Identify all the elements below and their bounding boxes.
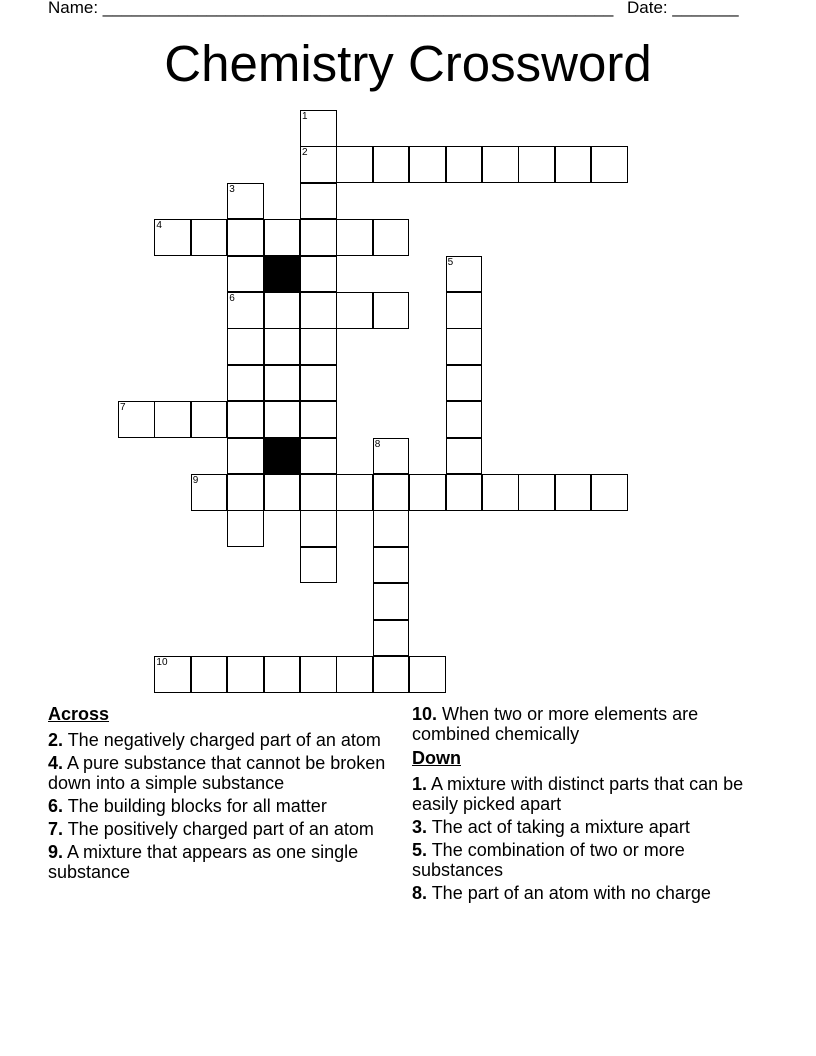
grid-cell[interactable]	[300, 328, 337, 365]
grid-cell[interactable]	[482, 474, 519, 511]
grid-cell[interactable]	[336, 146, 373, 183]
grid-cell[interactable]	[191, 219, 228, 256]
clues-column-right	[412, 704, 772, 906]
page-title: Chemistry Crossword	[164, 35, 652, 92]
grid-cell[interactable]	[446, 328, 483, 365]
grid-cell[interactable]	[336, 656, 373, 693]
grid-cell[interactable]	[373, 510, 410, 547]
grid-cell[interactable]	[227, 656, 264, 693]
grid-cell[interactable]	[191, 401, 228, 438]
down-clue: 3. The act of taking a mixture apart	[412, 817, 690, 837]
grid-cell[interactable]	[591, 474, 628, 511]
across-clue: 4. A pure substance that cannot be broken down into a simple substance	[48, 753, 386, 793]
clue-number: 7	[120, 402, 126, 414]
grid-cell[interactable]	[264, 474, 301, 511]
clues-column-left	[48, 704, 400, 885]
date-field: Date: _______	[627, 0, 739, 17]
grid-cell[interactable]	[446, 438, 483, 475]
grid-cell[interactable]	[373, 620, 410, 657]
clue-number: 6	[229, 293, 235, 304]
grid-cell[interactable]	[518, 474, 555, 511]
grid-cell[interactable]	[300, 219, 337, 256]
down-clue: 1. A mixture with distinct parts that can be easily picked apart	[412, 774, 744, 814]
clue-number: 9	[192, 475, 199, 486]
grid-cell[interactable]	[409, 474, 446, 511]
grid-cell[interactable]	[227, 292, 264, 329]
clue-number: 8	[374, 438, 381, 450]
name-field: Name: ______________________________________________________	[48, 0, 614, 17]
grid-cell[interactable]	[336, 474, 373, 511]
grid-cell[interactable]	[227, 510, 264, 547]
clue-number: 5	[447, 256, 454, 268]
grid-cell[interactable]	[373, 292, 410, 329]
grid-cell[interactable]	[227, 438, 264, 475]
grid-cell[interactable]	[446, 474, 483, 511]
grid-cell[interactable]	[300, 146, 337, 183]
grid-cell[interactable]	[191, 656, 228, 693]
clue-number: 3	[229, 183, 235, 195]
grid-cell[interactable]	[409, 146, 446, 183]
grid-block	[264, 438, 301, 475]
grid-cell[interactable]	[482, 146, 519, 183]
grid-cell[interactable]	[373, 583, 410, 620]
grid-cell[interactable]	[300, 438, 337, 475]
grid-cell[interactable]	[154, 656, 191, 693]
grid-cell[interactable]	[373, 219, 410, 256]
grid-block	[264, 256, 301, 293]
grid-cell[interactable]	[300, 292, 337, 329]
clue-number: 4	[156, 220, 162, 232]
grid-cell[interactable]	[227, 474, 264, 511]
grid-cell[interactable]	[446, 401, 483, 438]
grid-cell[interactable]	[300, 365, 337, 402]
across-clue: 7. The positively charged part of an atom	[48, 819, 374, 839]
grid-cell[interactable]	[264, 656, 301, 693]
across-clue: 10. When two or more elements are combined chemically	[412, 704, 699, 744]
grid-cell[interactable]	[227, 183, 264, 220]
grid-cell[interactable]	[227, 256, 264, 293]
grid-cell[interactable]	[518, 146, 555, 183]
grid-cell[interactable]	[555, 146, 592, 183]
down-heading: Down	[412, 748, 461, 768]
grid-cell[interactable]	[154, 401, 191, 438]
grid-cell[interactable]	[373, 438, 410, 475]
grid-cell[interactable]	[191, 474, 228, 511]
grid-cell[interactable]	[446, 256, 483, 293]
grid-cell[interactable]	[446, 365, 483, 402]
grid-cell[interactable]	[227, 365, 264, 402]
grid-cell[interactable]	[300, 110, 337, 147]
grid-cell[interactable]	[373, 547, 410, 584]
grid-cell[interactable]	[409, 656, 446, 693]
down-clue: 8. The part of an atom with no charge	[412, 883, 711, 903]
grid-cell[interactable]	[336, 219, 373, 256]
grid-cell[interactable]	[264, 365, 301, 402]
across-clue: 2. The negatively charged part of an atom	[48, 730, 381, 750]
grid-cell[interactable]	[555, 474, 592, 511]
grid-cell[interactable]	[300, 401, 337, 438]
across-clue: 9. A mixture that appears as one single substance	[48, 842, 359, 882]
grid-cell[interactable]	[336, 292, 373, 329]
grid-cell[interactable]	[300, 510, 337, 547]
grid-cell[interactable]	[300, 474, 337, 511]
grid-cell[interactable]	[373, 656, 410, 693]
grid-cell[interactable]	[373, 146, 410, 183]
clue-number: 1	[302, 111, 308, 122]
clue-number: 2	[302, 147, 308, 159]
grid-cell[interactable]	[264, 401, 301, 438]
grid-cell[interactable]	[227, 328, 264, 365]
grid-cell[interactable]	[264, 328, 301, 365]
clue-number: 10	[156, 657, 168, 668]
down-clue: 5. The combination of two or more substances	[412, 840, 685, 880]
grid-cell[interactable]	[154, 219, 191, 256]
grid-cell[interactable]	[227, 219, 264, 256]
grid-cell[interactable]	[300, 547, 337, 584]
across-heading: Across	[48, 704, 110, 724]
grid-cell[interactable]	[446, 146, 483, 183]
grid-cell[interactable]	[118, 401, 155, 438]
grid-cell[interactable]	[300, 256, 337, 293]
grid-cell[interactable]	[227, 401, 264, 438]
across-clue: 6. The building blocks for all matter	[48, 796, 327, 816]
grid-cell[interactable]	[264, 219, 301, 256]
grid-cell[interactable]	[300, 183, 337, 220]
grid-cell[interactable]	[373, 474, 410, 511]
grid-cell[interactable]	[591, 146, 628, 183]
grid-cell[interactable]	[446, 292, 483, 329]
grid-cell[interactable]	[300, 656, 337, 693]
grid-cell[interactable]	[264, 292, 301, 329]
